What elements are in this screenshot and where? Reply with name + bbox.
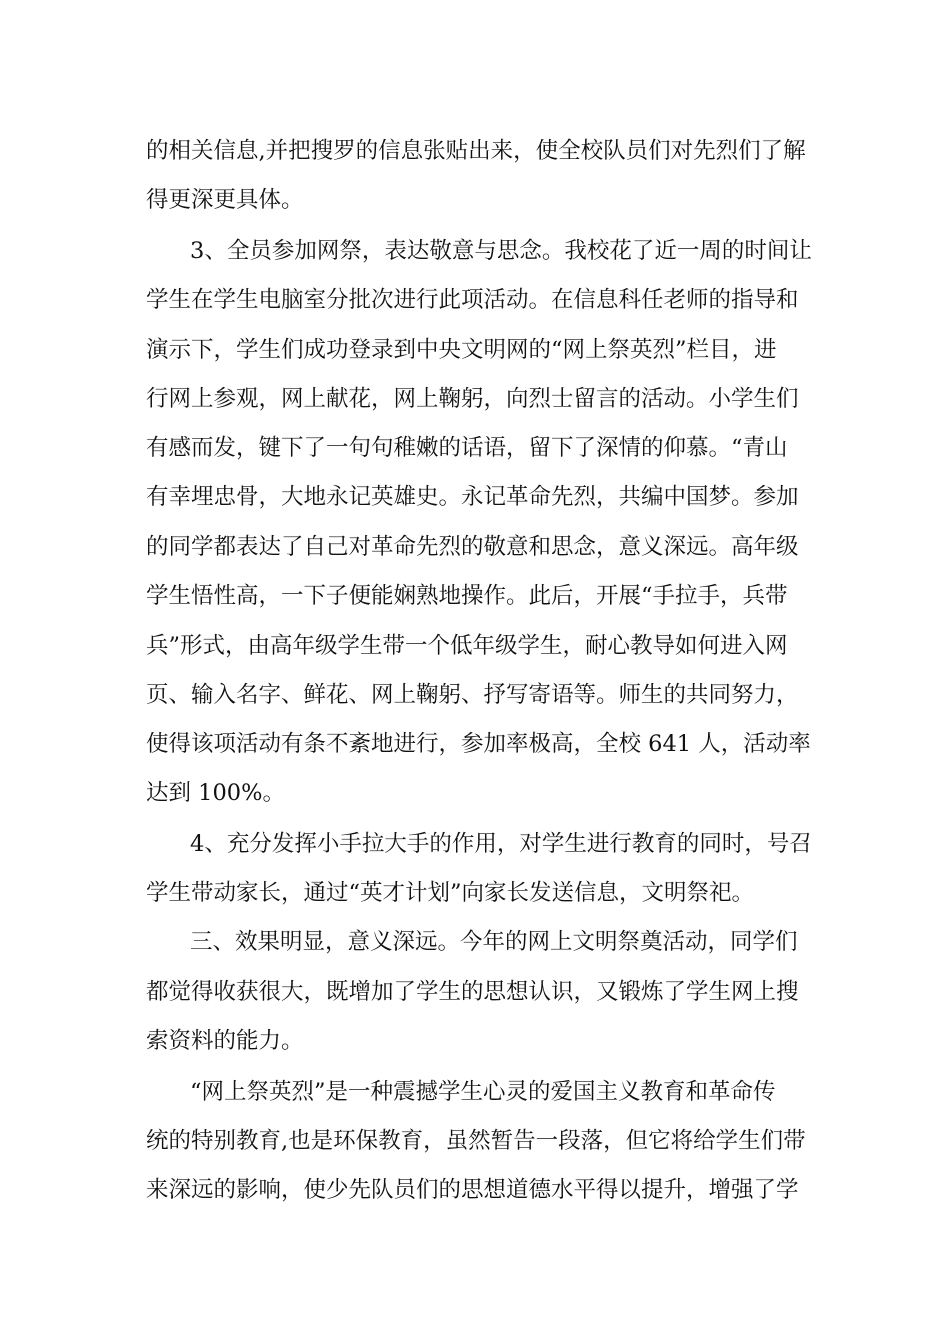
text-line: 4、充分发挥小手拉大手的作用，对学生进行教育的同时，号召 [190, 831, 812, 857]
text-line: 三、效果明显，意义深远。今年的网上文明祭奠活动，同学们 [190, 929, 798, 955]
text-line: 行网上参观，网上献花，网上鞠躬，向烈士留言的活动。小学生们 [146, 386, 799, 412]
text-line: 学生悟性高，一下子便能娴熟地操作。此后，开展“手拉手，兵带 [146, 583, 788, 609]
text-line: “网上祭英烈”是一种震撼学生心灵的爱国主义教育和革命传 [190, 1079, 776, 1105]
text-line: 页、输入名字、鲜花、网上鞠躬、抒写寄语等。师生的共同努力， [146, 682, 799, 708]
text-line: 有感而发，键下了一句句稚嫩的话语，留下了深情的仰慕。“青山 [146, 435, 788, 461]
text-line: 索资料的能力。 [146, 1028, 304, 1054]
text-line: 有幸埋忠骨，大地永记英雄史。永记革命先烈，共编中国梦。参加 [146, 484, 799, 510]
text-line: 学生带动家长，通过“英才计划”向家长发送信息，文明祭祀。 [146, 880, 755, 906]
text-line: 得更深更具体。 [146, 187, 304, 213]
text-line: 兵”形式，由高年级学生带一个低年级学生，耐心教导如何进入网 [146, 633, 788, 659]
text-line: 的相关信息,并把搜罗的信息张贴出来，使全校队员们对先烈们了解 [146, 138, 806, 164]
text-line: 统的特别教育,也是环保教育，虽然暂告一段落，但它将给学生们带 [146, 1128, 806, 1154]
text-line: 都觉得收获很大，既增加了学生的思想认识，又锻炼了学生网上搜 [146, 979, 799, 1005]
text-line: 使得该项活动有条不紊地进行，参加率极高，全校 641 人，活动率 [146, 731, 811, 757]
text-line: 达到 100%。 [146, 780, 285, 806]
text-line: 3、全员参加网祭，表达敬意与思念。我校花了近一周的时间让 [190, 238, 812, 264]
text-line: 的同学都表达了自己对革命先烈的敬意和思念，意义深远。高年级 [146, 534, 799, 560]
text-line: 来深远的影响，使少先队员们的思想道德水平得以提升，增强了学 [146, 1177, 799, 1203]
text-line: 学生在学生电脑室分批次进行此项活动。在信息科任老师的指导和 [146, 287, 799, 313]
text-line: 演示下，学生们成功登录到中央文明网的“网上祭英烈”栏目，进 [146, 337, 777, 363]
